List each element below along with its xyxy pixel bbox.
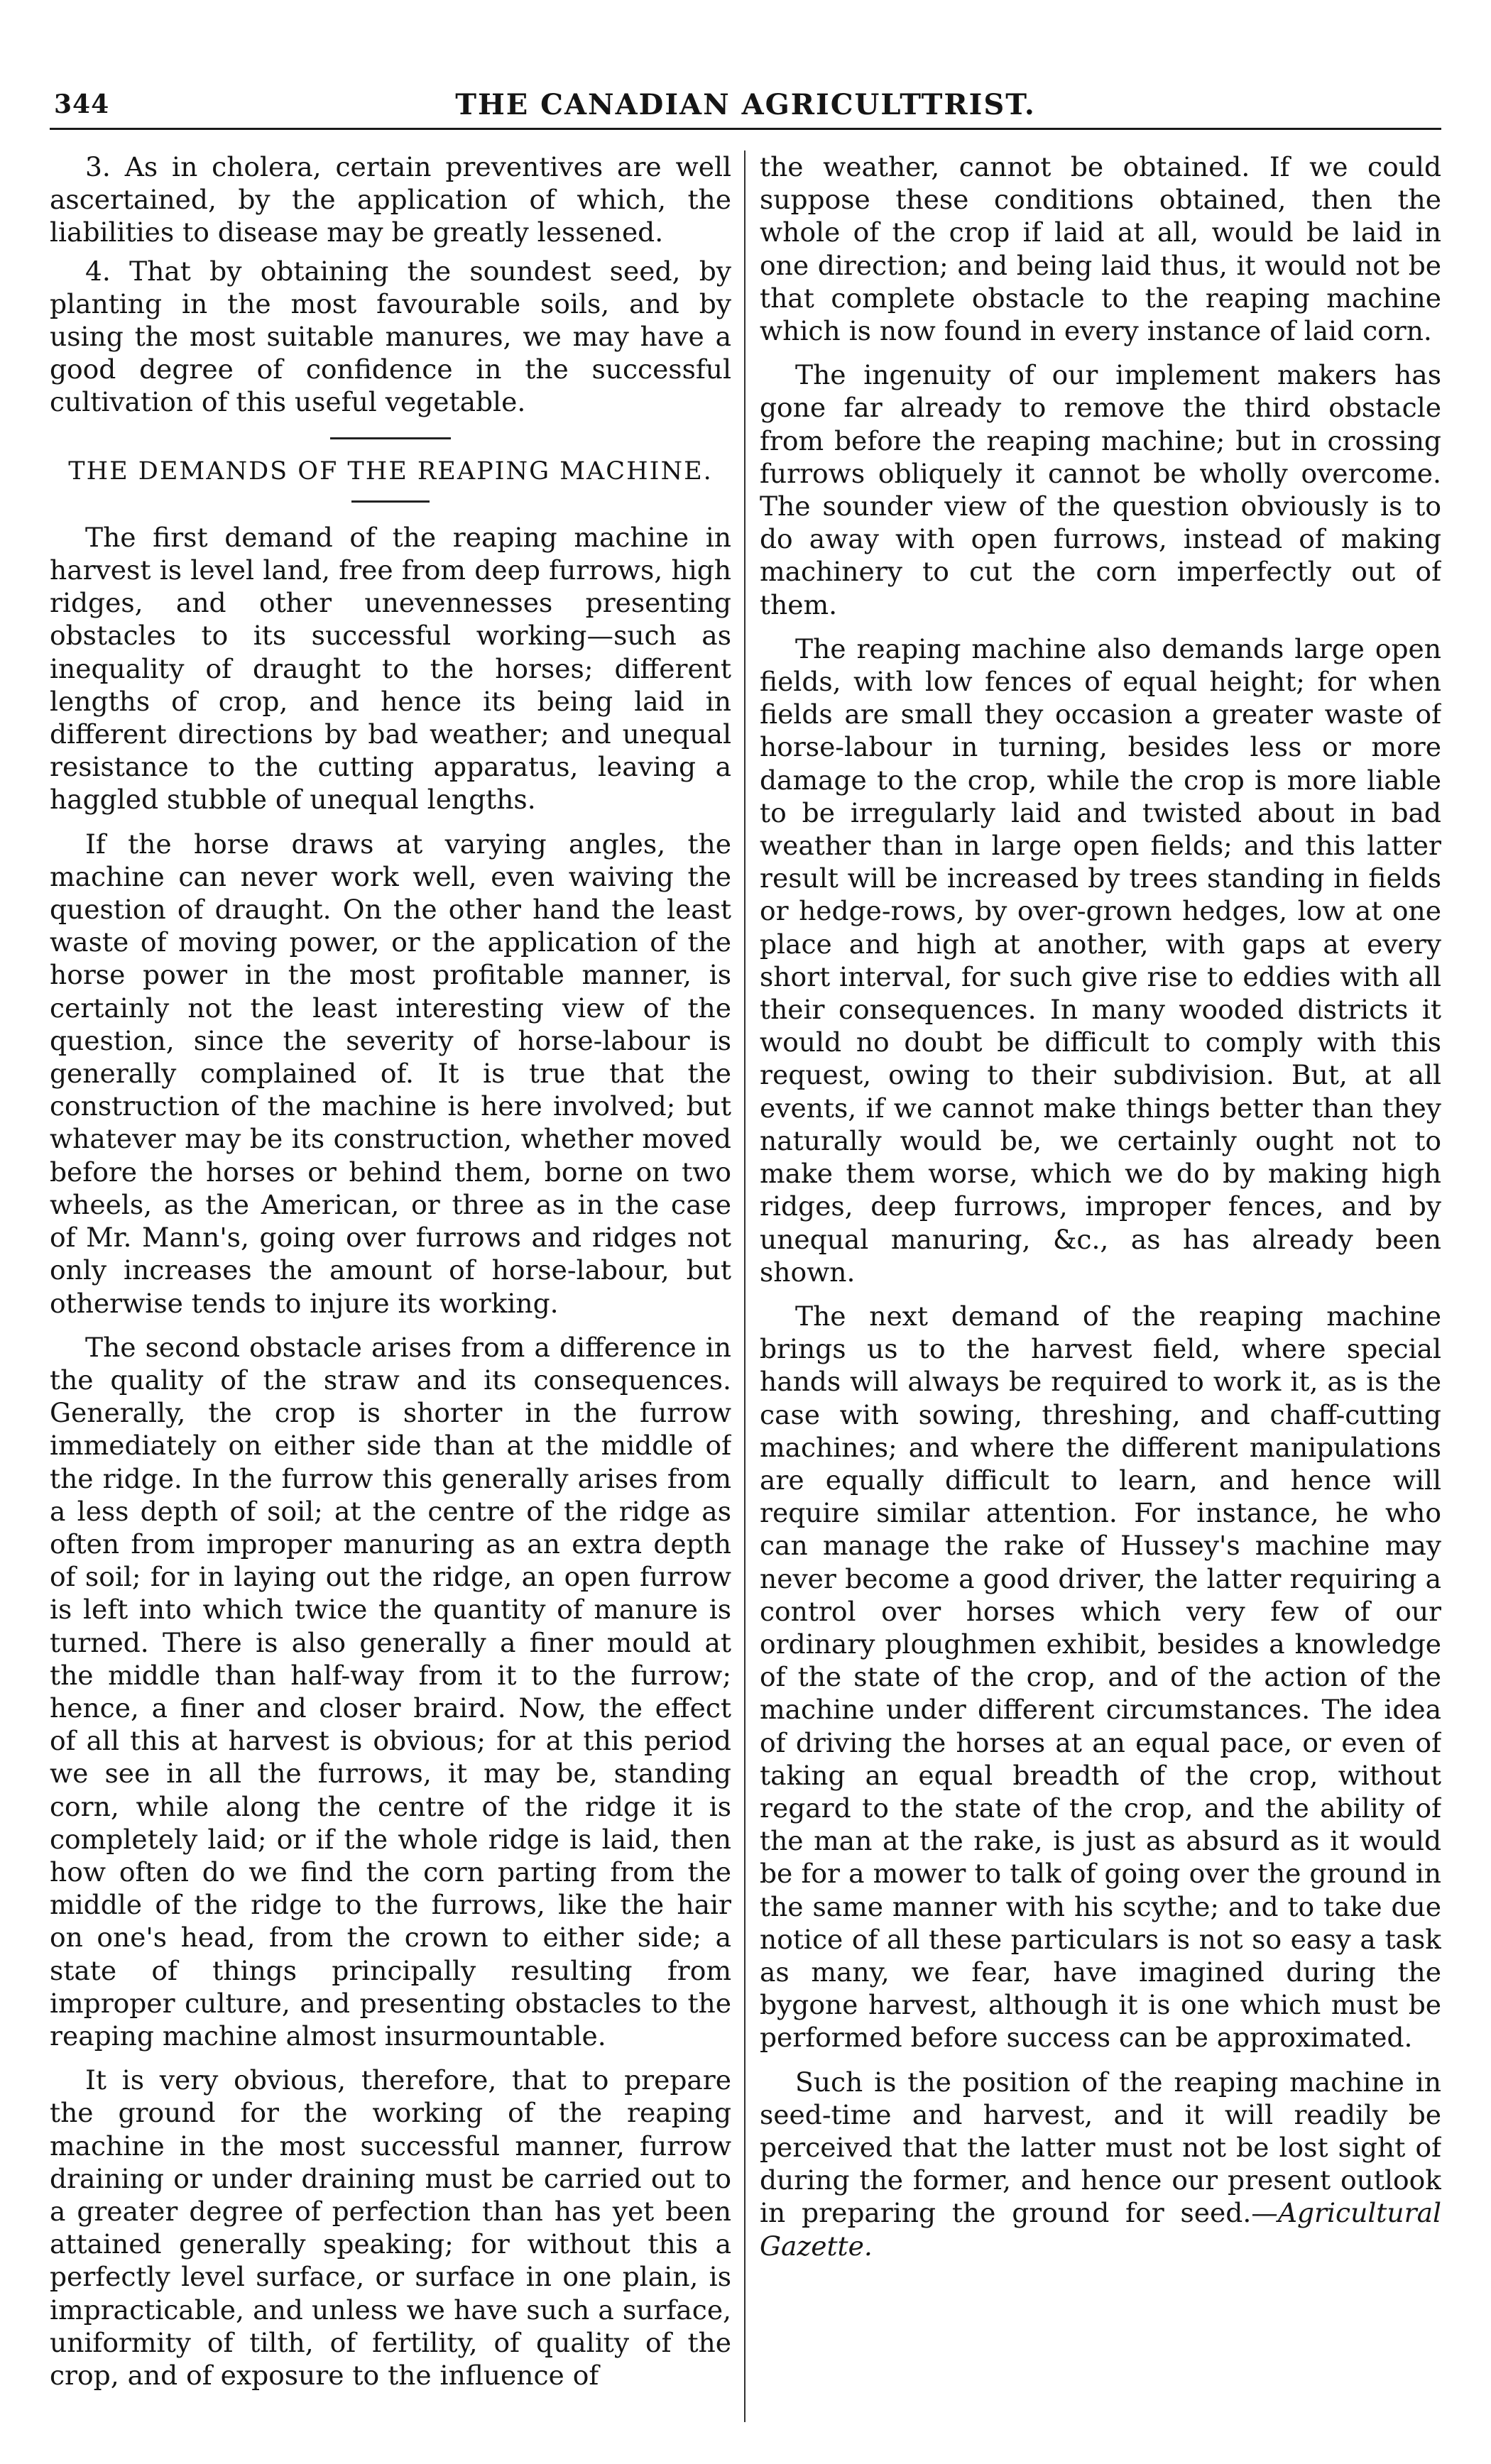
list-item-3: 3. As in cholera, certain preventives are well ascertained, by the application of which, the liabilities to disease may be greatly lessened. — [50, 151, 731, 248]
heading-divider — [351, 500, 430, 503]
article-heading: THE DEMANDS OF THE REAPING MACHINE. — [68, 456, 713, 486]
article-paragraph-7: The next demand of the reaping machine brings us to the harvest field, where special hands will always be required to work it, as is the case with sowing, threshing, and chaff-cutting machines; and where the different manipulations are equally difficult to learn, and hence will require similar attention. For instance, he who can manage the rake of Hussey's machine may never become a good driver, the latter requiring a control over horses which very few of our ordinary ploughmen exhibit, besides a knowledge of the state of the crop, and of the action of the machine under different circumstances. The idea of driving the horses at an equal pace, or even of taking an equal breadth of the crop, without regard to the state of the crop, and the ability of the man at the rake, is just as absurd as it would be for a mower to talk of going over the ground in the same manner with his scythe; and to take due notice of all these particulars is not so easy a task as many, we fear, have imagined during the bygone harvest, although it is one which must be performed before success can be approximated. — [760, 1300, 1441, 2054]
article-paragraph-5: The ingenuity of our implement makers has gone far already to remove the third obstacle from before the reaping machine; but in crossing furrows obliquely it cannot be wholly overcome. The sounder view of the question obviously is to do away with open furrows, instead of making machinery to cut the corn imperfectly out of them. — [760, 359, 1441, 620]
article-paragraph-4-continued: the weather, cannot be obtained. If we could suppose these conditions obtained, then the whole of the crop if laid at all, would be laid in one direction; and being laid thus, it would not be that complete obstacle to the reaping machine which is now found in every instance of laid corn. — [760, 151, 1441, 347]
page-number: 344 — [54, 89, 110, 119]
article-paragraph-6: The reaping machine also demands large open fields, with low fences of equal height; for when fields are small they occasion a greater waste of horse-labour in turning, besides less or more damage to the crop, while the crop is more liable to be irregularly laid and twisted about in bad weather than in large open fields; and this latter result will be increased by trees standing in fields or hedge-rows, by over-grown hedges, low at one place and high at another, with gaps at every short interval, for such give rise to eddies with all their consequences. In many wooded districts it would no doubt be difficult to comply with this request, owing to their subdivision. But, at all events, if we cannot make things better than they naturally would be, we certainly ought not to make them worse, which we do by making high ridges, deep furrows, improper fences, and by unequal manuring, &c., as has already been shown. — [760, 633, 1441, 1288]
closing-text: Such is the position of the reaping machine in seed-time and harvest, and it will readily be perceived that the latter must not be lost sight of during the former, and hence our present outlook in preparing the ground for seed.— — [760, 2066, 1441, 2229]
column-divider — [744, 150, 746, 2422]
article-paragraph-2: If the horse draws at varying angles, the machine can never work well, even waiving the question of draught. On the other hand the least waste of moving power, or the application of the horse power in the most profitable manner, is certainly not the least interesting view of the question, since the severity of horse-labour is generally complained of. It is true that the construction of the machine is here involved; but whatever may be its construction, whether moved before the horses or behind them, borne on two wheels, as the American, or three as in the case of Mr. Mann's, going over furrows and ridges not only increases the amount of horse-labour, but otherwise tends to injure its working. — [50, 828, 731, 1319]
article-paragraph-4: It is very obvious, therefore, that to prepare the ground for the working of the reaping machine in the most successful manner, furrow draining or under draining must be carried out to a greater degree of perfection than has yet been attained generally speaking; for without this a perfectly level surface, or surface in one plain, is impracticable, and unless we have such a surface, uniformity of tilth, of fertility, of quality of the crop, and of exposure to the influence of — [50, 2064, 731, 2391]
left-column — [50, 150, 731, 2429]
list-item-4: 4. That by obtaining the soundest seed, by planting in the most favourable soils, and by using the most suitable manures, we may have a good degree of confidence in the successful cultivation of this useful vegetable. — [50, 255, 731, 418]
section-divider — [330, 437, 451, 439]
article-paragraph-8 — [760, 2066, 1441, 2262]
running-title: THE CANADIAN AGRICULTTRIST. — [455, 88, 1036, 121]
page-header — [50, 84, 1441, 130]
article-paragraph-3: The second obstacle arises from a difference in the quality of the straw and its consequences. Generally, the crop is shorter in the furrow immediately on either side than at the middle of the ridge. In the furrow this generally arises from a less depth of soil; at the centre of the ridge as often from improper manuring as an extra depth of soil; for in laying out the ridge, an open furrow is left into which twice the quantity of manure is turned. There is also generally a finer mould at the middle than half-way from it to the furrow; hence, a finer and closer braird. Now, the effect of all this at harvest is obvious; for at this period we see in all the furrows, it may be, standing corn, while along the centre of the ridge it is completely laid; or if the whole ridge is laid, then how often do we find the corn parting from the middle of the ridge to the furrows, like the hair on one's head, from the crown to either side; a state of things principally resulting from improper culture, and presenting obstacles to the reaping machine almost insurmountable. — [50, 1331, 731, 2052]
source-attribution: Agricultural Gazette. — [760, 2197, 1441, 2262]
article-paragraph-1: The first demand of the reaping machine in harvest is level land, free from deep furrows, high ridges, and other unevennesses presenting obstacles to its successful working—such as inequality of draught to the horses; different lengths of crop, and hence its being laid in different directions by bad weather; and unequal resistance to the cutting apparatus, leaving a haggled stubble of unequal lengths. — [50, 521, 731, 816]
right-column — [760, 150, 1441, 2429]
